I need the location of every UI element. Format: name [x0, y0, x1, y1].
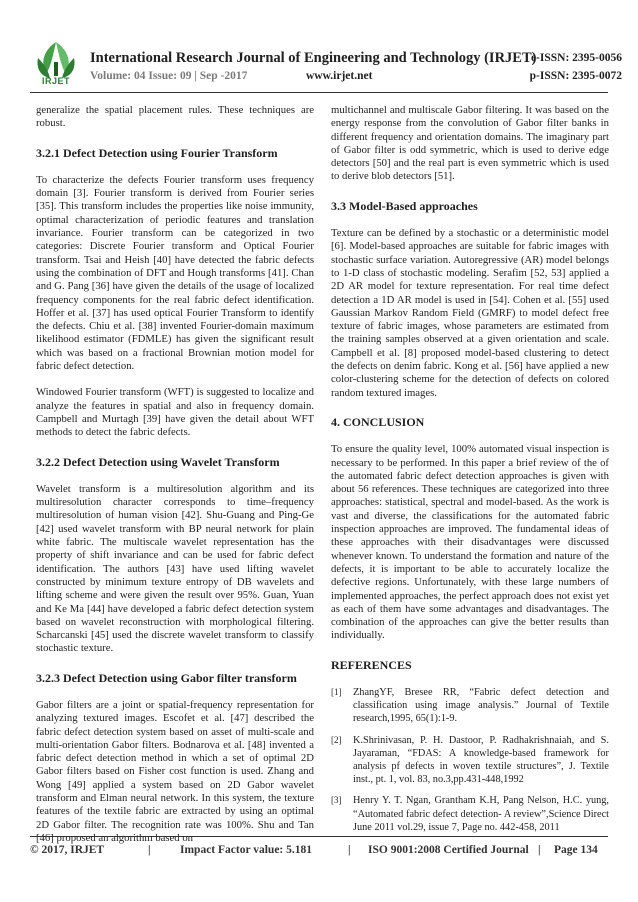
- header-divider: [30, 92, 608, 93]
- reference-number: [3]: [331, 795, 342, 806]
- fourier-paragraph-1: To characterize the defects Fourier transform uses frequency domain [3]. Fourier transform is derived from Fourier series [35]. This transform includes the properties like noise immunity, optimal characterization of periodic features and translation invariance. Fourier transform can be categorized in two categories: Discrete Fourier transform and Optical Fourier transform. Tsai and Heish [40] have detected the fabric defects using the combination of DFT and Hough transforms [41]. Chan and G. Pang [36] have given the details of the usage of localized frequency components for the real fabric defect identification. Hoffer et al. [37] has used optical Fourier Transform to identify the defects. Chiu et al. [38] invented Fourier-domain maximum likelihood estimator (FDMLE) has given the significant result which was based on a fractional Brownian motion model for fabric defect detection.: [36, 173, 314, 373]
- reference-item: [331, 734, 609, 787]
- footer-copyright: © 2017, IRJET: [30, 844, 105, 856]
- reference-number: [2]: [331, 734, 342, 745]
- pissn: p-ISSN: 2395-0072: [529, 70, 622, 82]
- reference-text: Henry Y. T. Ngan, Grantham K.H, Pang Nelson, H.C. yung, “Automated fabric defect detection- A review”,Science Direct June 2011 vol.29, issue 7, Page no. 442-458, 2011: [353, 795, 609, 833]
- footer-impact-factor: Impact Factor value: 5.181: [180, 844, 313, 856]
- fourier-paragraph-2: Windowed Fourier transform (WFT) is suggested to localize and analyze the features in spatial and also in frequency domain. Campbell and Murtagh [39] have given the detail about WFT methods to detect the fabric defects.: [36, 386, 314, 439]
- journal-website-link[interactable]: www.irjet.net: [306, 70, 373, 82]
- logo-text: IRJET: [41, 76, 70, 86]
- reference-item: [331, 794, 609, 834]
- reference-item: [331, 686, 609, 726]
- left-column: [36, 104, 314, 858]
- footer-separator: |: [538, 844, 541, 856]
- conclusion-paragraph: To ensure the quality level, 100% automated visual inspection is necessary to be performed. In this paper a brief review of the of the automated fabric defect detection approaches is given with about 56 references. These techniques are categorized into three approaches: statistical, spectral and model-based. As the work is vast and diverse, the classifications for the automated fabric inspection approaches are improved. The fundamental ideas of these approaches with their disadvantages were discussed whenever known. To understand the formation and nature of the defects, it is important to be able to accurately localize the defective regions. Unfortunately, with these large numbers of implemented approaches, the perfect approach does not exist yet as each of them have some advantages and disadvantages. The combination of the approaches can give the better results than individually.: [331, 443, 609, 642]
- heading-fourier: 3.2.1 Defect Detection using Fourier Transform: [36, 145, 278, 160]
- reference-text: K.Shrinivasan, P. H. Dastoor, P. Radhakrishnaiah, and S. Jayaraman, “FDAS: A knowledge-based framework for analysis pf defects in woven textile structures”, J. Textile inst., pt. 1, vol. 83, no.3,pp.431-448,1992: [353, 734, 609, 786]
- heading-wavelet: 3.2.2 Defect Detection using Wavelet Transform: [36, 454, 280, 469]
- intro-paragraph: generalize the spatial placement rules. These techniques are robust.: [36, 104, 314, 130]
- footer-divider: [30, 836, 608, 837]
- footer-iso: ISO 9001:2008 Certified Journal: [368, 844, 529, 856]
- heading-gabor: 3.2.3 Defect Detection using Gabor filter transform: [36, 670, 297, 685]
- eissn: e-ISSN: 2395-0056: [530, 52, 622, 64]
- footer-separator: |: [148, 844, 151, 856]
- reference-text: ZhangYF, Bresee RR, “Fabric defect detection and classification using image analysis.” Journal of Textile research,1995, 65(1):1-9.: [353, 686, 609, 725]
- gabor-continued-paragraph: multichannel and multiscale Gabor filtering. It was based on the energy response from the convolution of Gabor filter banks in different frequency and orientation domains. The imaginary part of Gabor filter is odd symmetric, which is used to derive edge detectors [50] and the real part is even symmetric which is used to derive blob detectors [51].: [331, 104, 609, 183]
- footer-separator: |: [348, 844, 351, 856]
- reference-number: [1]: [331, 686, 342, 697]
- heading-conclusion: 4. CONCLUSION: [331, 414, 425, 429]
- right-column: [331, 104, 609, 842]
- page-header: [0, 0, 638, 92]
- gabor-paragraph: Gabor filters are a joint or spatial-frequency representation for analyzing textured images. Escofet et al. [47] described the fabric defect detection system based on asset of multi-scale and multi-orientation Gabor filters. Bodnarova et al. [48] invented a fabric defect detection method in which a set of optimal 2D Gabor filters based on Fisher cost function is used. Zhang and Wong [49] applied a system based on 2D Gabor wavelet transform and Elman neural network. In this system, the texture features of the textile fabric are extracted by using an optimal 2D Gabor filter. The recognition rate was 100%. Shu and Tan [46] proposed an algorithm based on: [36, 698, 314, 844]
- heading-model-based: 3.3 Model-Based approaches: [331, 198, 478, 213]
- journal-title: International Research Journal of Engineering and Technology (IRJET): [90, 50, 537, 66]
- wavelet-paragraph: Wavelet transform is a multiresolution algorithm and its multiresolution character corresponds to time–frequency multiresolution of human vision [42]. Shu-Guang and Ping-Ge [42] used wavelet transform with BP neural network for plain white fabric. The multiscale wavelet representation has the property of shift invariance and can be used for fabric defect identification. The authors [43] have used lifting wavelet constructed by minimum texture entropy of DB wavelets and lifting scheme and were given the result over 95%. Guan, Yuan and Ke Ma [44] have developed a fabric defect detection system based on wavelet reconstruction with morphological filtering. Scharcanski [45] used the discrete wavelet transform to classify stochastic texture.: [36, 482, 314, 655]
- model-based-paragraph: Texture can be defined by a stochastic or a deterministic model [6]. Model-based approaches are suitable for fabric images with stochastic surface variation. Autoregressive (AR) model belongs to 1-D class of stochastic modeling. Serafim [52, 53] applied a 2D AR model for texture representation. For real time defect detection a 1D AR model is used in [54]. Cohen et al. [55] used Gaussian Markov Random Field (GMRF) to model defect free texture of fabric images, whose parameters are estimated from the training samples observed at a given orientation and scale. Campbell et al. [8] proposed model-based clustering to detect the defects on denim fabric. Kong et al. [56] have applied a new color-clustering scheme for the detection of defects on colored random textured images.: [331, 227, 609, 399]
- volume-issue: Volume: 04 Issue: 09 | Sep -2017: [90, 70, 248, 82]
- heading-references: REFERENCES: [331, 657, 412, 672]
- footer-page-number: Page 134: [554, 844, 598, 856]
